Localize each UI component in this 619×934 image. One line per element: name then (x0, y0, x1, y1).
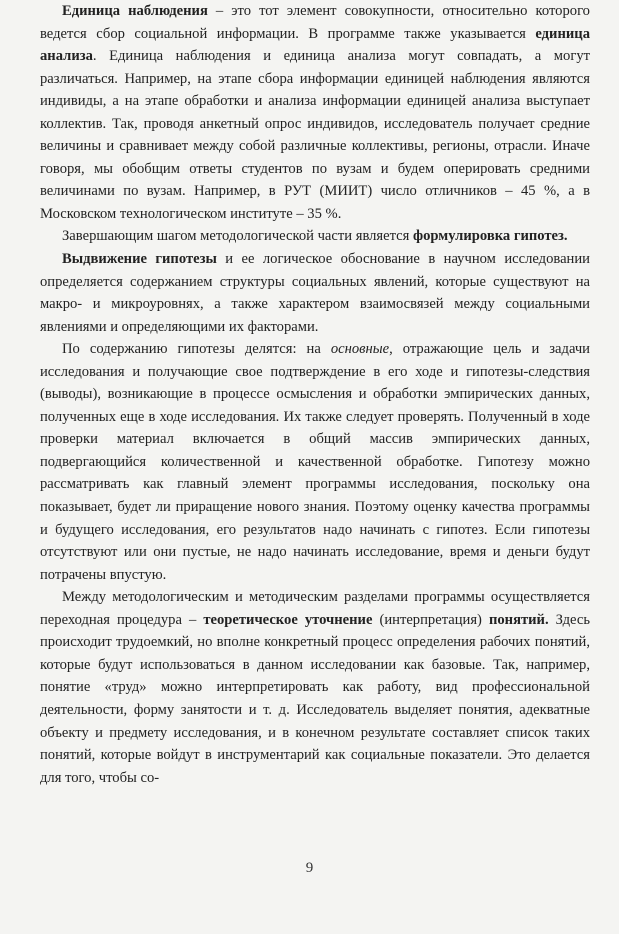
text-span: . Единица наблюдения и единица анализа могут совпадать, а могут различаться. Например, на этапе сбора информации единицей наблюдения являются индивиды, а на этапе обработки и анализа информации единицей анализа выступает коллектив. Так, проводя анкетный опрос индивидов, исследователь получает средние величины и сравнивает между собой различные коллективы, регионы, отрасли. Иначе говоря, мы обобщим ответы студентов по вузам и будем оперировать средними величинами по вузам. Например, в РУТ (МИИТ) число отличников – 45 %, а в Московском технологическом институте – 35 %. (40, 48, 590, 222)
term-hypothesis-formulation: формулировка гипотез. (413, 228, 568, 245)
text-span: – это тот элемент совокупности, относительно которого ведется сбор социальной информации. В программе также указывается (40, 3, 590, 42)
text-span: Здесь происходит трудоемкий, но вполне конкретный процесс определения рабочих понятий, которые будут использоваться в данном исследовании как базовые. Так, например, понятие «труд» можно интерпретировать как работу, вид профессиональной деятельности, форму занятости и т. д. Исследователь выделяет понятия, адекватные объекту и предмету исследования, и в конечном результате составляет список таких понятий, которые войдут в инструментарий как социальные показатели. Это делается для того, чтобы со- (40, 611, 590, 786)
text-span: , отражающие цель и задачи исследования и получающие свое подтверждение в его ходе и гипотезы-следствия (выводы), возникающие в процессе осмысления и обработки эмпирических данных, полученных еще в ходе исследования. Их также следует проверять. Полученный в ходе проверки материал включается в общий массив эмпирических данных, подвергающийся количественной и качественной обработке. Гипотезу можно рассматривать как главный элемент программы исследования, поскольку она показывает, будет ли приращение нового знания. Поэтому оценку качества программы и будущего исследования, его результатов надо начинать с гипотез. Если гипотезы отсутствуют или они пустые, не надо начинать исследование, время и деньги будут потрачены впустую. (40, 341, 590, 583)
page-number: 9 (305, 860, 314, 876)
text-span: и ее логическое обоснование в научном исследовании определяется содержанием структуры социальных явлений, которые существуют на макро- и микроуровнях, а также характером взаимосвязей между социальными явлениями и определяющими их факторами. (40, 251, 590, 335)
paragraph-hypothesis-proposal (40, 248, 590, 338)
text-span: Завершающим шагом методологической части является (62, 228, 414, 245)
paragraph-hypothesis-step (40, 225, 590, 248)
term-hypothesis-proposal: Выдвижение гипотезы (62, 251, 217, 268)
paragraph-observation-unit (40, 0, 590, 225)
paragraph-concept-clarification (40, 586, 590, 789)
body-text (40, 0, 590, 789)
paragraph-hypothesis-types (40, 338, 590, 586)
text-span: Между методологическим и методическим разделами программы осуществляется переходная процедура – (40, 589, 590, 628)
term-observation-unit: Единица наблюдения (62, 3, 208, 19)
term-analysis-unit: единица анализа (40, 25, 590, 65)
term-main-hypotheses: основные (330, 341, 390, 358)
term-theoretical-clarification: теоретическое уточнение (203, 611, 373, 628)
text-span: (интерпретация) (372, 611, 489, 628)
term-concepts: понятий. (488, 611, 549, 628)
text-span: По содержанию гипотезы делятся: на (62, 341, 331, 358)
